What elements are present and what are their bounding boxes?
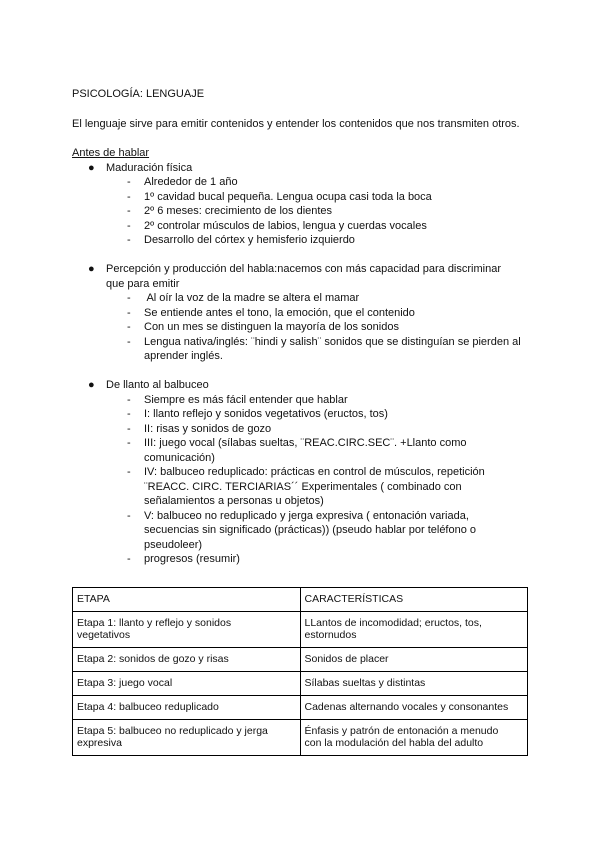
table-row [73,612,528,648]
dash-icon: - [127,509,131,522]
dash-item-text: secuencias sin significado (prácticas)) (pseudo hablar por teléfono o [144,524,477,536]
dash-item-text: ¨REACC. CIRC. TERCIARIAS´´ Experimentales ( combinado con [144,480,462,493]
dash-icon: - [127,335,131,348]
list-item [72,480,532,495]
list-item [72,407,532,422]
cell-line: Cadenas alternando vocales y consonantes [304,701,509,713]
caracteristicas-cell [300,672,528,696]
dash-icon: - [127,219,131,232]
list-item [72,204,532,219]
list-item [72,523,532,538]
dash-icon: - [127,176,131,188]
etapa-cell [73,648,301,672]
list-item [72,349,532,364]
dash-item-text: 1º cavidad bucal pequeña. Lengua ocupa casi toda la boca [144,190,432,203]
bullet-list [72,161,532,567]
dash-item-text: aprender inglés. [144,350,223,362]
list-item [72,320,532,335]
etapa-cell [73,672,301,696]
bullet-text: Maduración física [106,161,193,174]
cell-line: Etapa 4: balbuceo reduplicado [77,701,219,713]
cell-line: Etapa 5: balbuceo no reduplicado y jerga [77,725,268,737]
caracteristicas-cell [300,696,528,720]
stages-table [72,587,528,756]
caracteristicas-cell [300,648,528,672]
table-row [73,720,528,756]
bullet-icon: ● [88,379,95,391]
cell-line: Etapa 1: llanto y reflejo y sonidos [77,617,232,629]
section-subheading: Antes de hablar [72,147,150,159]
list-item [72,393,532,408]
cell-line: con la modulación del habla del adulto [304,737,484,749]
cell-line: Énfasis y patrón de entonación a menudo [304,725,499,737]
dash-item-text: IV: balbuceo reduplicado: prácticas en control de músculos, repetición [144,466,485,478]
cell-line: LLantos de incomodidad; eructos, tos, [304,617,482,629]
cell-line: estornudos [304,629,357,641]
list-item [72,175,532,190]
list-item [72,538,532,553]
list-item [72,233,532,248]
dash-icon: - [127,321,131,333]
dash-icon: - [127,393,131,406]
dash-item-text: Siempre es más fácil entender que hablar [144,393,348,406]
dash-icon: - [127,205,131,217]
etapa-cell [73,696,301,720]
list-item [72,436,532,451]
dash-item-text: 2º 6 meses: crecimiento de los dientes [144,205,333,217]
dash-item-text: II: risas y sonidos de gozo [144,422,272,435]
list-item [72,291,532,306]
list-item [72,494,532,509]
cell-line: Etapa 2: sonidos de gozo y risas [77,653,229,665]
dash-icon: - [127,466,131,478]
dash-item-text: Con un mes se distinguen la mayoría de los sonidos [144,321,399,333]
dash-item-text: Al oír la voz de la madre se altera el mamar [144,292,360,304]
list-item [72,190,532,205]
dash-icon: - [127,422,131,435]
bullet-text: que para emitir [106,277,180,290]
bullet-text: De llanto al balbuceo [106,379,209,391]
dash-item-text: Desarrollo del córtex y hemisferio izquierdo [144,234,355,246]
dash-icon: - [127,190,131,203]
list-item [72,262,532,277]
cell-line: Etapa 3: juego vocal [77,677,173,689]
intro-paragraph: El lenguaje sirve para emitir contenidos y entender los contenidos que nos transmiten otros. [72,117,520,130]
caracteristicas-cell [300,612,528,648]
cell-line: Sonidos de placer [304,653,389,665]
dash-item-text: V: balbuceo no reduplicado y jerga expresiva ( entonación variada, [144,509,469,522]
bullet-section [72,262,532,378]
cell-line: expresiva [77,737,122,749]
bullet-section [72,161,532,263]
list-item [72,451,532,466]
dash-item-text: Lengua nativa/inglés: ¨hindi y salish¨ sonidos que se distinguían se pierden al [144,335,521,348]
list-item [72,219,532,234]
bullet-icon: ● [88,161,95,174]
dash-icon: - [127,437,131,449]
dash-icon: - [127,292,131,304]
dash-icon: - [127,306,131,319]
dash-icon: - [127,234,131,246]
list-item [72,335,532,350]
etapa-cell [73,612,301,648]
caracteristicas-cell [300,720,528,756]
spacer [72,248,532,263]
table-header-caracteristicas: CARACTERÍSTICAS [300,588,528,612]
dash-item-text: señalamientos a personas u objetos) [144,495,324,507]
table-header-etapa: ETAPA [73,588,301,612]
table-header-row [73,588,528,612]
table-row [73,672,528,696]
dash-item-text: progresos (resumir) [144,553,240,565]
bullet-text: Percepción y producción del habla:nacemos con más capacidad para discriminar [106,263,501,275]
dash-icon: - [127,553,131,565]
list-item [72,422,532,437]
dash-item-text: III: juego vocal (sílabas sueltas, ¨REAC.CIRC.SEC¨. +Llanto como [144,437,467,449]
table-row [73,648,528,672]
cell-line: vegetativos [77,629,131,641]
dash-item-text: Alrededor de 1 año [144,176,238,188]
bullet-icon: ● [88,263,95,275]
dash-item-text: pseudoleer) [144,538,203,551]
etapa-cell [73,720,301,756]
dash-icon: - [127,408,131,420]
dash-item-text: Se entiende antes el tono, la emoción, que el contenido [144,306,415,319]
list-item [72,306,532,321]
list-item [72,509,532,524]
list-item [72,277,532,292]
list-item [72,465,532,480]
page-title: PSICOLOGÍA: LENGUAJE [72,88,205,100]
table-row [73,696,528,720]
document-body [72,87,532,567]
cell-line: Sílabas sueltas y distintas [304,677,426,689]
list-item [72,378,532,393]
dash-item-text: I: llanto reflejo y sonidos vegetativos (eructos, tos) [144,408,388,420]
list-item [72,161,532,176]
spacer [72,364,532,379]
dash-item-text: comunicación) [144,451,215,464]
dash-item-text: 2º controlar músculos de labios, lengua y cuerdas vocales [144,219,427,232]
list-item [72,552,532,567]
bullet-section [72,378,532,567]
